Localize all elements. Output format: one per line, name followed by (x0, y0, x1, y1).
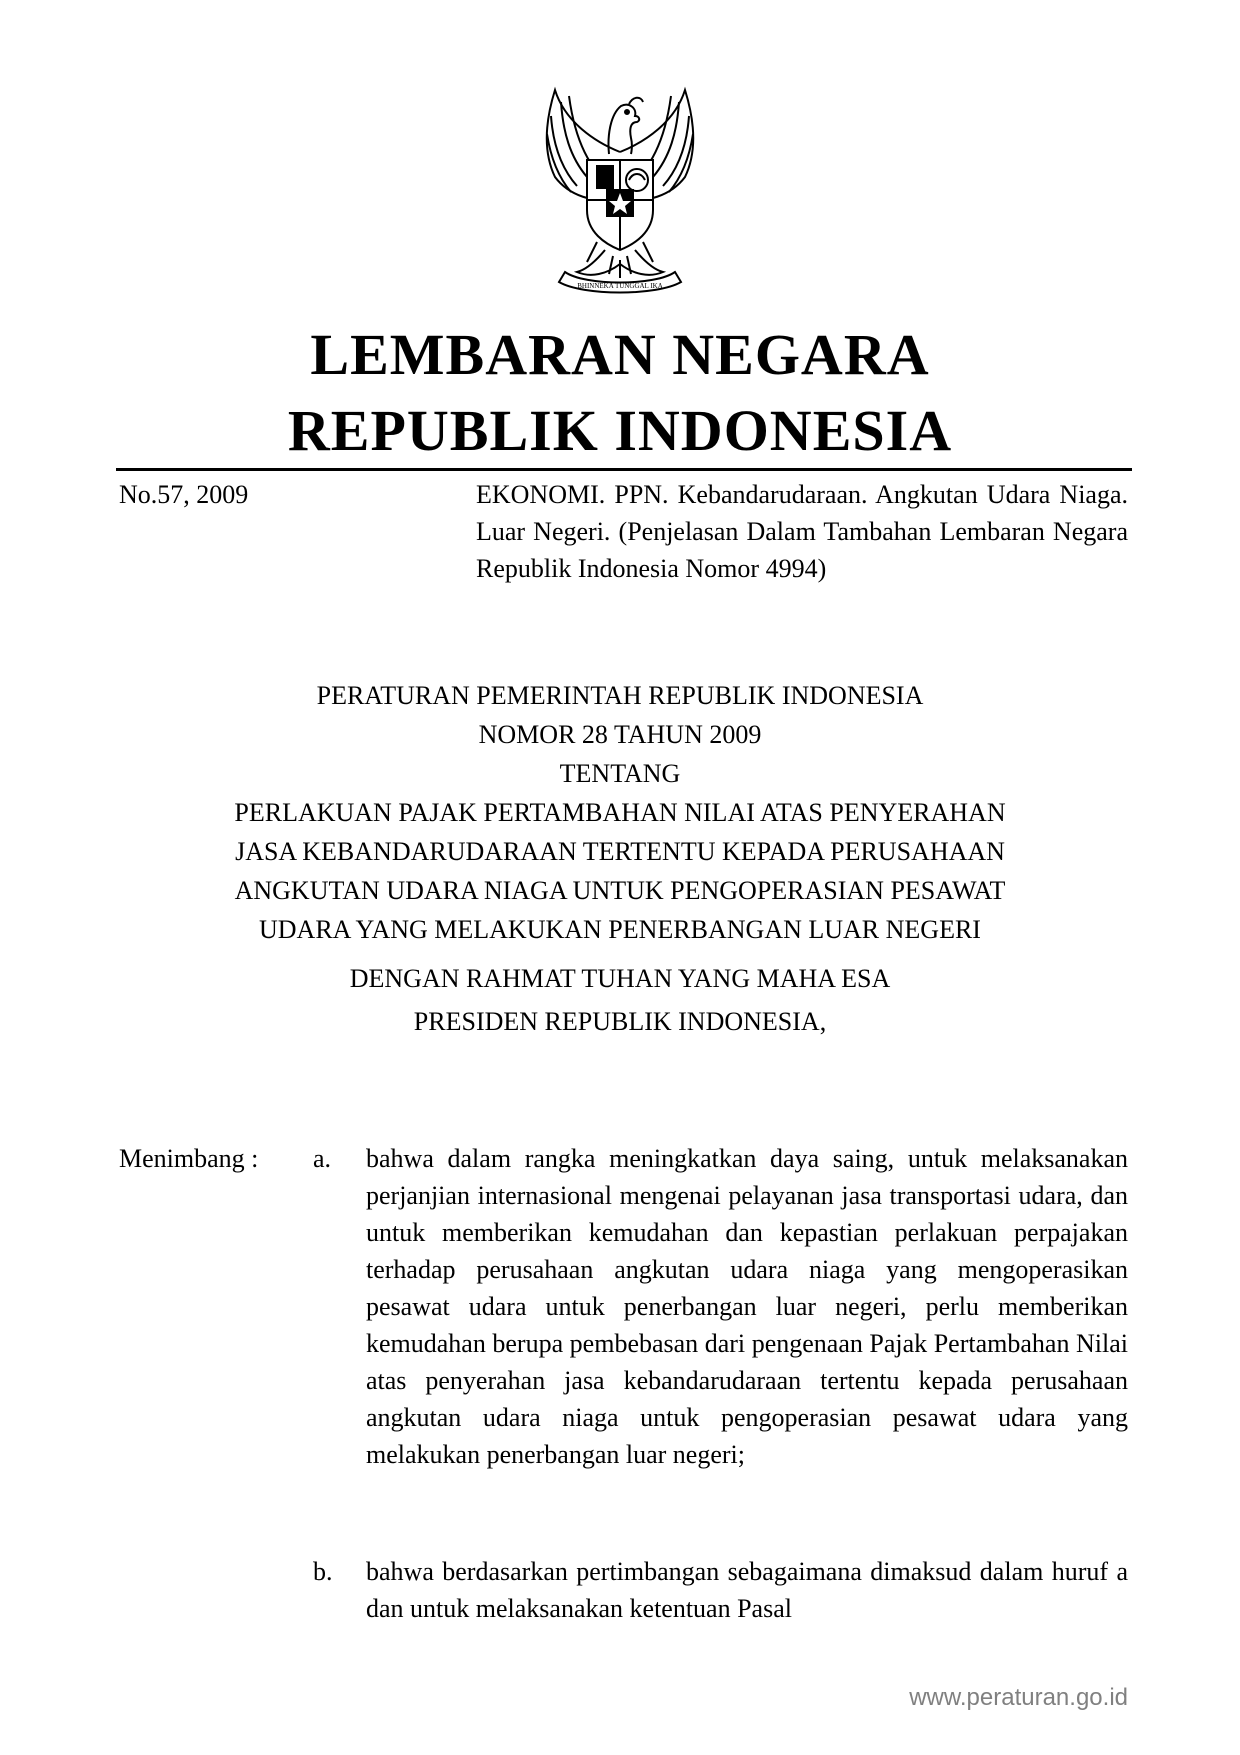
footer-url: www.peraturan.go.id (909, 1684, 1128, 1711)
regulation-title-line: ANGKUTAN UDARA NIAGA UNTUK PENGOPERASIAN PESAWAT (234, 876, 1006, 905)
menimbang-item-text: bahwa dalam rangka meningkatkan daya saing, untuk melaksanakan perjanjian internasional mengenai pelayanan jasa transportasi udara, dan untuk memberikan kemudahan dan kepastian perlakuan perpajakan terhadap perusahaan angkutan udara niaga yang mengoperasikan pesawat udara untuk penerbangan luar negeri, perlu memberikan kemudahan berupa pembebasan dari pengenaan Pajak Pertambahan Nilai atas penyerahan jasa kebandarudaraan tertentu kepada perusahaan angkutan udara niaga untuk pengoperasian pesawat udara yang melakukan penerbangan luar negeri; (366, 1144, 1128, 1469)
menimbang-item-b (313, 1553, 1128, 1627)
menimbang-label: Menimbang : (119, 1144, 259, 1173)
issue-number: No.57, 2009 (119, 480, 249, 509)
regulation-type: PERATURAN PEMERINTAH REPUBLIK INDONESIA (316, 681, 924, 710)
regulation-title-line: PERLAKUAN PAJAK PERTAMBAHAN NILAI ATAS PENYERAHAN (234, 798, 1006, 827)
menimbang-item-text: bahwa berdasarkan pertimbangan sebagaimana dimaksud dalam huruf a dan untuk melaksanakan ketentuan Pasal (366, 1557, 1128, 1623)
regulation-title-line: JASA KEBANDARUDARAAN TERTENTU KEPADA PERUSAHAAN (235, 837, 1005, 866)
issue-subject: EKONOMI. PPN. Kebandarudaraan. Angkutan Udara Niaga. Luar Negeri. (Penjelasan Dalam Tambahan Lembaran Negara Republik Indonesia Nomor 4994) (476, 480, 1128, 583)
regulation-title-line: UDARA YANG MELAKUKAN PENERBANGAN LUAR NEGERI (259, 915, 981, 944)
garuda-pancasila-emblem (525, 82, 715, 300)
regulation-about: TENTANG (559, 759, 681, 788)
menimbang-item-a (313, 1140, 1128, 1473)
masthead-divider (116, 468, 1132, 471)
regulation-president: PRESIDEN REPUBLIK INDONESIA, (413, 1007, 827, 1036)
emblem-motto: BHINNEKA TUNGGAL IKA (577, 282, 663, 290)
regulation-heading (0, 676, 1240, 1041)
regulation-number: NOMOR 28 TAHUN 2009 (478, 720, 762, 749)
masthead-title-line2: REPUBLIK INDONESIA (287, 398, 953, 463)
menimbang-item-letter: b. (313, 1557, 333, 1586)
regulation-invocation: DENGAN RAHMAT TUHAN YANG MAHA ESA (349, 964, 891, 993)
masthead-title-line1: LEMBARAN NEGARA (310, 322, 930, 387)
menimbang-item-letter: a. (313, 1144, 332, 1173)
